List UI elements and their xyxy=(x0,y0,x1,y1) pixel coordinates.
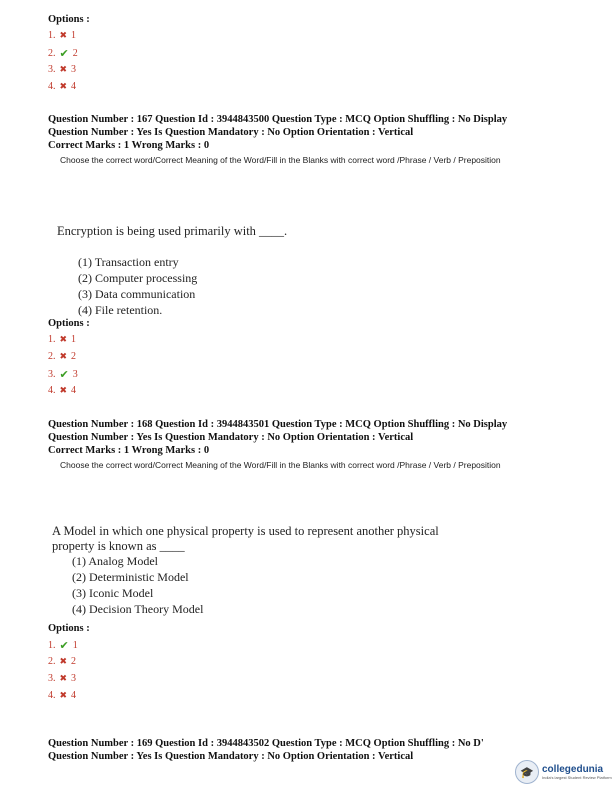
question-header: Question Number : 169 Question Id : 3944843502 Question Type : MCQ Option Shuffling : No D' xyxy=(48,738,484,749)
question-header: Question Number : Yes Is Question Mandatory : No Option Orientation : Vertical xyxy=(48,751,414,762)
cross-icon: ✖ xyxy=(59,656,68,667)
option-value: 4 xyxy=(71,81,77,92)
collegedunia-logo xyxy=(515,752,612,792)
answer-choice: (2) Deterministic Model xyxy=(72,570,189,584)
option-number: 1. xyxy=(48,30,56,41)
option-row xyxy=(48,639,78,652)
answer-choice: (1) Analog Model xyxy=(72,554,158,568)
question-text: property is known as ____ xyxy=(52,539,185,553)
graduate-icon: 🎓 xyxy=(515,760,539,784)
answer-choice: (3) Data communication xyxy=(78,287,196,301)
option-number: 2. xyxy=(48,656,56,667)
option-value: 3 xyxy=(71,673,77,684)
question-text: A Model in which one physical property is used to represent another physical xyxy=(52,524,439,538)
option-row xyxy=(48,351,76,362)
option-row xyxy=(48,334,76,345)
option-number: 3. xyxy=(48,369,56,380)
check-icon: ✔ xyxy=(59,47,69,60)
question-marks: Correct Marks : 1 Wrong Marks : 0 xyxy=(48,445,210,456)
option-number: 4. xyxy=(48,690,56,701)
option-row xyxy=(48,673,76,684)
option-row xyxy=(48,47,78,60)
option-value: 4 xyxy=(71,690,77,701)
option-value: 1 xyxy=(71,30,77,41)
cross-icon: ✖ xyxy=(59,690,68,701)
option-row xyxy=(48,368,78,381)
options-label: Options : xyxy=(48,623,90,634)
answer-choice: (4) Decision Theory Model xyxy=(72,602,204,616)
option-row xyxy=(48,64,76,75)
options-label: Options : xyxy=(48,318,90,329)
option-number: 2. xyxy=(48,351,56,362)
option-value: 2 xyxy=(71,351,77,362)
cross-icon: ✖ xyxy=(59,351,68,362)
question-header: Question Number : 168 Question Id : 3944843501 Question Type : MCQ Option Shuffling : No Display xyxy=(48,419,508,430)
question-marks: Correct Marks : 1 Wrong Marks : 0 xyxy=(48,140,210,151)
option-number: 4. xyxy=(48,81,56,92)
question-instruction: Choose the correct word/Correct Meaning of the Word/Fill in the Blanks with correct word /Phrase / Verb / Preposition xyxy=(60,155,501,165)
question-header: Question Number : Yes Is Question Mandatory : No Option Orientation : Vertical xyxy=(48,432,414,443)
option-row xyxy=(48,656,76,667)
option-row xyxy=(48,81,76,92)
check-icon: ✔ xyxy=(59,368,69,381)
cross-icon: ✖ xyxy=(59,673,68,684)
answer-choice: (3) Iconic Model xyxy=(72,586,154,600)
option-value: 1 xyxy=(71,334,77,345)
option-number: 1. xyxy=(48,640,56,651)
option-number: 2. xyxy=(48,48,56,59)
option-row xyxy=(48,690,76,701)
option-number: 4. xyxy=(48,385,56,396)
option-number: 1. xyxy=(48,334,56,345)
check-icon: ✔ xyxy=(59,639,69,652)
cross-icon: ✖ xyxy=(59,30,68,41)
cross-icon: ✖ xyxy=(59,64,68,75)
logo-name: collegedunia xyxy=(542,764,604,775)
option-number: 3. xyxy=(48,64,56,75)
option-number: 3. xyxy=(48,673,56,684)
answer-choice: (4) File retention. xyxy=(78,303,163,317)
question-text: Encryption is being used primarily with ____. xyxy=(57,224,288,238)
option-value: 2 xyxy=(71,656,77,667)
answer-choice: (2) Computer processing xyxy=(78,271,198,285)
cross-icon: ✖ xyxy=(59,81,68,92)
cross-icon: ✖ xyxy=(59,334,68,345)
options-label: Options : xyxy=(48,14,90,25)
question-header: Question Number : 167 Question Id : 3944843500 Question Type : MCQ Option Shuffling : No Display xyxy=(48,114,508,125)
logo-tagline: India's largest Student Review Platform xyxy=(542,775,612,780)
option-value: 4 xyxy=(71,385,77,396)
option-row xyxy=(48,30,76,41)
option-value: 3 xyxy=(71,64,77,75)
question-header: Question Number : Yes Is Question Mandatory : No Option Orientation : Vertical xyxy=(48,127,414,138)
question-instruction: Choose the correct word/Correct Meaning of the Word/Fill in the Blanks with correct word /Phrase / Verb / Preposition xyxy=(60,460,501,470)
option-value: 2 xyxy=(72,48,78,59)
option-row xyxy=(48,385,76,396)
option-value: 1 xyxy=(72,640,78,651)
answer-choice: (1) Transaction entry xyxy=(78,255,179,269)
option-value: 3 xyxy=(72,369,78,380)
cross-icon: ✖ xyxy=(59,385,68,396)
